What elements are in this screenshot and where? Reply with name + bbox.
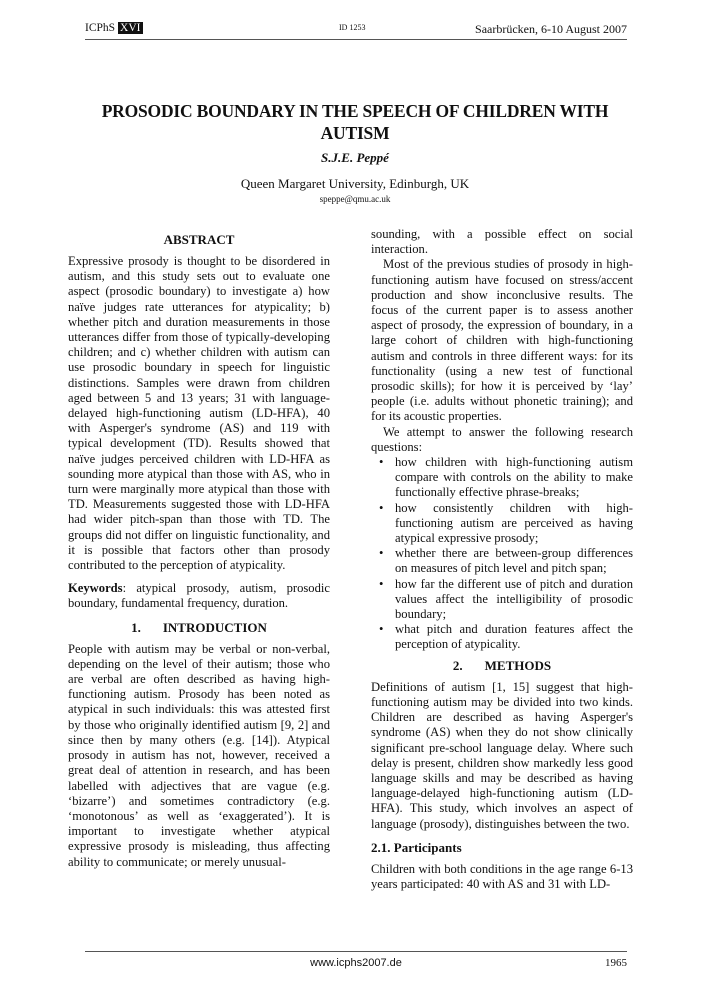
introduction-paragraph-1-continued: sounding, with a possible effect on social interaction.	[371, 227, 633, 257]
section-number: 1.	[131, 619, 141, 635]
introduction-heading	[68, 620, 330, 636]
introduction-paragraph-3: We attempt to answer the following research questions:	[371, 424, 633, 454]
introduction-paragraph-2: Most of the previous studies of prosody in high-functioning autism have focused on stress/accent production and show inconclusive results. The focus of the current paper is to assess another aspect of prosody, the expression of boundary, in a large cohort of children with high-functioning autism and controls in three different ways: for its functionality (using a new test of functional prosodic skills); for how it is perceived by ‘lay’ people (i.e. adults without phonetic training); and for its acoustic properties.	[371, 257, 633, 424]
list-item: • how far the different use of pitch and duration values affect the intelligibility of prosodic boundary;	[371, 577, 633, 623]
paper-id: ID 1253	[339, 23, 366, 32]
section-title: INTRODUCTION	[162, 619, 267, 635]
participants-text: Children with both conditions in the age range 6-13 years participated: 40 with AS and 31 with LD-	[371, 861, 633, 891]
footer-url[interactable]: www.icphs2007.de	[310, 957, 402, 969]
left-column	[68, 232, 330, 870]
author: S.J.E. Peppé	[321, 150, 389, 165]
page-footer	[85, 951, 627, 972]
conference-label: ICPhS	[85, 22, 116, 34]
methods-paragraph-1: Definitions of autism [1, 15] suggest that high-functioning autism may be divided into two kinds. Children are described as having Asperger's syndrome (AS) when they do not show clinically significant pre-school language delay. Where such delay is present, children show markedly less good language skills and may be described as having language-delayed high-functioning autism (LD-HFA). This study, which involves an aspect of language (prosody), distinguishes between the two.	[371, 679, 633, 831]
conference-badge: XVI	[120, 22, 141, 34]
methods-heading	[371, 658, 633, 674]
keywords-text: : atypical prosody, autism, prosodic boundary, fundamental frequency, duration.	[68, 581, 330, 611]
list-item: • what pitch and duration features affect the perception of atypicality.	[371, 622, 633, 652]
abstract-heading: ABSTRACT	[163, 232, 235, 247]
abstract-text: Expressive prosody is thought to be disordered in autism, and this study sets out to evaluate one aspect (prosodic boundary) to investigate a) how naïve judges rate utterances for atypicality; b) whether pitch and duration measurements in those utterances differ from those of typically-developing children; and c) whether children with autism can use prosodic boundary in speech for linguistic distinctions. Samples were drawn from children aged between 5 and 13 years; 31 with language-delayed high-functioning autism (LD-HFA), 40 with Asperger's syndrome (AS) and 119 with typical development (TD). Results showed that naïve judges perceived children with LD-HFA as sounding more atypical than those with AS, who in turn were marginally more atypical than those with TD. Measurements suggested those with LD-HFA had wider pitch-span than those with TD. The groups did not differ on linguistic functionality, and it is possible that factors other than prosody contributed to the perception of atypicality.	[68, 254, 330, 573]
location-date: Saarbrücken, 6-10 August 2007	[475, 22, 627, 36]
list-item: • how children with high-functioning autism compare with controls on the ability to make functionally effective phrase-breaks;	[371, 455, 633, 501]
participants-heading: 2.1. Participants	[371, 839, 462, 855]
running-header	[85, 22, 627, 40]
keywords	[68, 581, 330, 611]
page-number: 1965	[605, 957, 627, 969]
paper-title: PROSODIC BOUNDARY IN THE SPEECH OF CHILDREN WITH AUTISM	[101, 101, 609, 143]
author-email: speppe@qmu.ac.uk	[319, 194, 391, 204]
list-item: • how consistently children with high-functioning autism are perceived as having atypical expressive prosody;	[371, 501, 633, 547]
introduction-paragraph-1: People with autism may be verbal or non-verbal, depending on the level of their autism; those who are verbal are often described as having high-functioning autism. Prosody has been noted as atypical in such individuals: this was attested first by those who originally identified autism [9, 2] and since then by many others (e.g. [14]). Atypical prosody in autism has not, however, received a great deal of attention in research, and has been labelled with adjectives that are vague (e.g. ‘bizarre’) and sometimes contradictory (e.g. ‘monotonous’ as well as ‘exaggerated’). It is important to investigate whether atypical expressive prosody is misleading, thus affecting ability to communicate; or merely unusual-	[68, 641, 330, 869]
affiliation: Queen Margaret University, Edinburgh, UK	[240, 176, 470, 191]
keywords-label: Keywords	[68, 581, 123, 596]
research-questions-list	[371, 455, 633, 653]
conference-name	[85, 22, 143, 34]
list-item: • whether there are between-group differences on measures of pitch level and pitch span;	[371, 546, 633, 576]
section-title: METHODS	[484, 657, 552, 673]
section-number: 2.	[452, 657, 463, 673]
right-column	[371, 227, 633, 892]
